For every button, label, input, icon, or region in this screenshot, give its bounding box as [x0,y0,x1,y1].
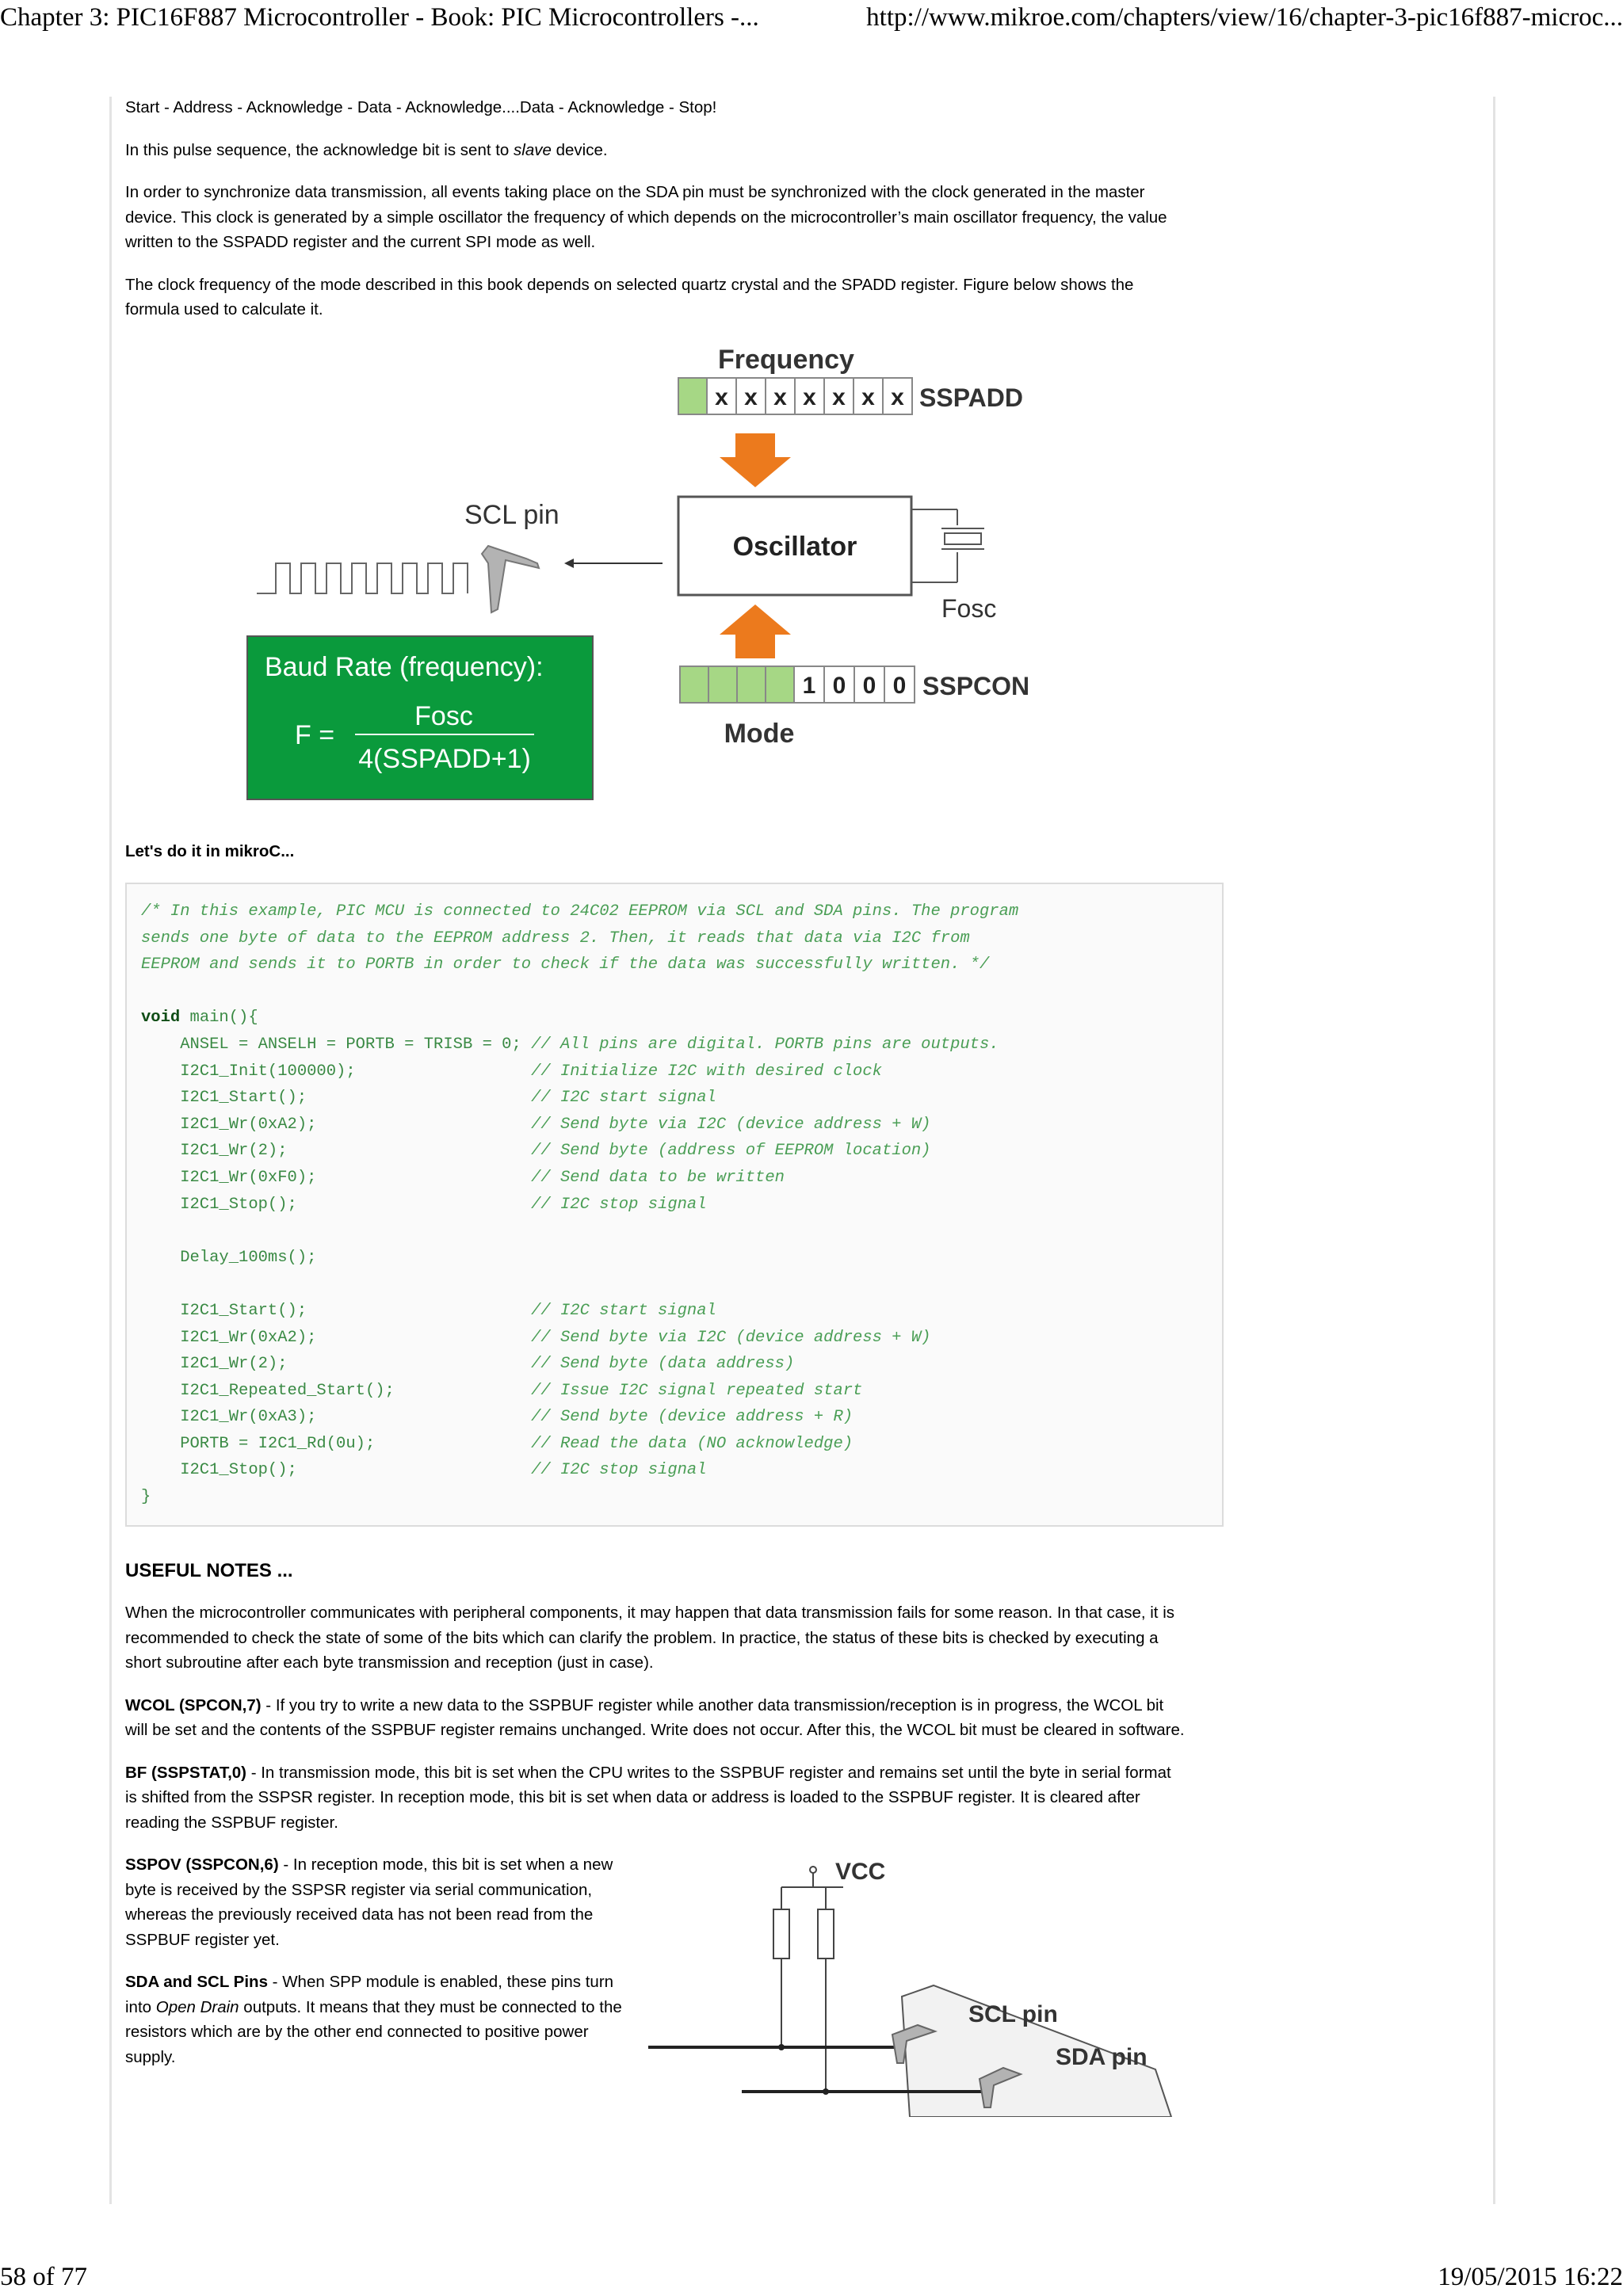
print-datetime: 19/05/2015 16:22 [1438,2263,1623,2291]
register-bit-value: x [803,383,816,410]
clock-paragraph: The clock frequency of the mode described in this book depends on selected quartz crystal and the SPADD register. Figure below shows the formula used to calculate it. [125,275,1134,318]
register-bit-value: x [861,383,875,410]
code-line: I2C1_Wr(0xA3); // Send byte (device address + R) [141,1408,854,1427]
scl-pin-label: SCL pin [464,499,559,530]
baud-rate-figure [125,340,1187,831]
code-block [125,883,1224,1527]
code-line: sends one byte of data to the EEPROM address 2. Then, it reads that data via I2C from [141,929,970,948]
register-bit-value: x [773,383,787,410]
intro-section [125,95,1187,322]
note-bf: BF (SSPSTAT,0) - In transmission mode, this bit is set when the CPU writes to the SSPBUF register and remains set until the byte in serial format is shifted from the SSPSR register. In reception mode, this bit is set when data or address is loaded to the SSPBUF register. It is cleared after reading the SSPBUF register. [125,1763,1171,1832]
code-line: I2C1_Stop(); // I2C stop signal [141,1461,707,1480]
baud-rate-title: Baud Rate (frequency): [265,651,544,682]
code-line: I2C1_Repeated_Start(); // Issue I2C signal repeated start [141,1381,863,1400]
sequence-text: Start - Address - Acknowledge - Data - Acknowledge....Data - Acknowledge - Stop! [125,98,717,116]
notes-split [125,1852,1187,2114]
code-line: I2C1_Start(); // I2C start signal [141,1089,716,1108]
code-line: EEPROM and sends it to PORTB in order to check if the data was successfully written. */ [141,955,990,974]
wcol-term: WCOL (SPCON,7) [125,1695,262,1714]
code-line: I2C1_Wr(0xA2); // Send byte via I2C (device address + W) [141,1328,931,1347]
pullup-diagram [648,1855,1187,2117]
page-number: 58 of 77 [0,2263,87,2291]
notes-left-column [125,1852,632,2087]
left-border [109,97,112,2204]
print-header-title: Chapter 3: PIC16F887 Microcontroller - Book: PIC Microcontrollers -... [0,3,759,32]
sspcon-register [680,666,1029,703]
register-bit-value: 1 [802,672,816,699]
notes-title: USEFUL NOTES ... [125,1559,293,1581]
baud-rate-diagram [125,340,1187,831]
print-footer [0,2260,1623,2296]
square-wave [257,563,468,593]
bf-term: BF (SSPSTAT,0) [125,1763,246,1782]
fosc-label: Fosc [941,593,997,623]
code-line: I2C1_Wr(0xA2); // Send byte via I2C (device address + W) [141,1115,931,1134]
code-line: I2C1_Start(); // I2C start signal [141,1301,716,1320]
mode-label: Mode [724,718,795,749]
article-content [125,95,1187,2114]
sspov-term: SSPOV (SSPCON,6) [125,1855,279,1875]
mikroc-heading: Let's do it in mikroC... [125,841,295,860]
code-line: PORTB = I2C1_Rd(0u); // Read the data (NO acknowledge) [141,1434,854,1453]
code-line: } [141,1488,151,1507]
arrowhead-icon [564,559,574,568]
register-bit-value: x [744,383,758,410]
register-bit-value: x [832,383,846,410]
sspadd-label: SSPADD [919,383,1023,412]
note-sspov: SSPOV (SSPCON,6) - In reception mode, this bit is set when a new byte is received by the SSPSR register via serial communication, whereas the previously received data has not been read from the SSPBUF register yet. [125,1855,613,1949]
code-line: I2C1_Wr(0xF0); // Send data to be written [141,1168,785,1187]
code-line: I2C1_Init(100000); // Initialize I2C with desired clock [141,1062,882,1081]
acknowledge-note: In this pulse sequence, the acknowledge bit is sent to slave device. [125,140,608,159]
code-line [141,1271,1208,1298]
arrow-down-icon [720,433,791,487]
code-line: void main(){ [141,1009,258,1028]
pin-icon [482,546,539,612]
formula-lhs: F = [295,719,335,750]
register-bit-value: x [891,383,904,410]
frequency-label: Frequency [718,344,854,375]
crystal-icon [911,509,984,582]
vcc-label: VCC [835,1859,886,1886]
sspcon-label: SSPCON [922,671,1030,700]
sda-pin-label: SDA pin [1056,2044,1148,2071]
code-line: /* In this example, PIC MCU is connected to 24C02 EEPROM via SCL and SDA pins. The program [141,902,1019,921]
oscillator-label: Oscillator [732,531,857,562]
formula-numerator: Fosc [414,700,473,731]
sspadd-register [678,378,1023,414]
notes-intro: When the microcontroller communicates with peripheral components, it may happen that data transmission fails for some reason. In that case, it is recommended to check the state of some of the bits which can clarify the problem. In practice, the status of these bits is checked by executing a short subroutine after each byte transmission and reception (just in case). [125,1604,1175,1672]
right-border [1493,97,1495,2204]
note-wcol: WCOL (SPCON,7) - If you try to write a new data to the SSPBUF register while another data transmission/reception is in progress, the WCOL bit will be set and the contents of the SSPBUF register remains unchanged. Write does not occur. After this, the WCOL bit must be cleared in software. [125,1695,1185,1740]
code-line [141,1218,1208,1245]
register-bit-value: 0 [892,672,907,699]
print-header-url: http://www.mikroe.com/chapters/view/16/chapter-3-pic16f887-microc... [866,3,1623,32]
note-sda-scl: SDA and SCL Pins - When SPP module is enabled, these pins turn into Open Drain outputs. It means that they must be connected to the resistors which are by the other end connected to positive power supply. [125,1973,622,2066]
code-line [141,978,1208,1005]
sda-scl-term: SDA and SCL Pins [125,1973,268,1992]
arrow-up-icon [720,605,791,658]
register-bit-value: 0 [862,672,876,699]
register-bit-value: 0 [832,672,846,699]
scl-pin-label-2: SCL pin [968,2001,1058,2028]
print-header [0,0,1623,40]
code-line: ANSEL = ANSELH = PORTB = TRISB = 0; // All pins are digital. PORTB pins are outputs. [141,1035,999,1054]
code-line: I2C1_Stop(); // I2C stop signal [141,1195,707,1214]
register-bit-value: x [715,383,728,410]
sync-paragraph: In order to synchronize data transmission, all events taking place on the SDA pin must be synchronized with the clock generated in the master device. This clock is generated by a simple oscillator the frequency of which depends on the microcontroller’s main oscillator frequency, the value written to the SSPADD register and the current SPI mode as well. [125,183,1167,251]
code-line: I2C1_Wr(2); // Send byte (data address) [141,1355,795,1374]
code-line: I2C1_Wr(2); // Send byte (address of EEPROM location) [141,1142,931,1161]
formula-denominator: 4(SSPADD+1) [358,743,531,774]
code-line: Delay_100ms(); [141,1248,317,1267]
